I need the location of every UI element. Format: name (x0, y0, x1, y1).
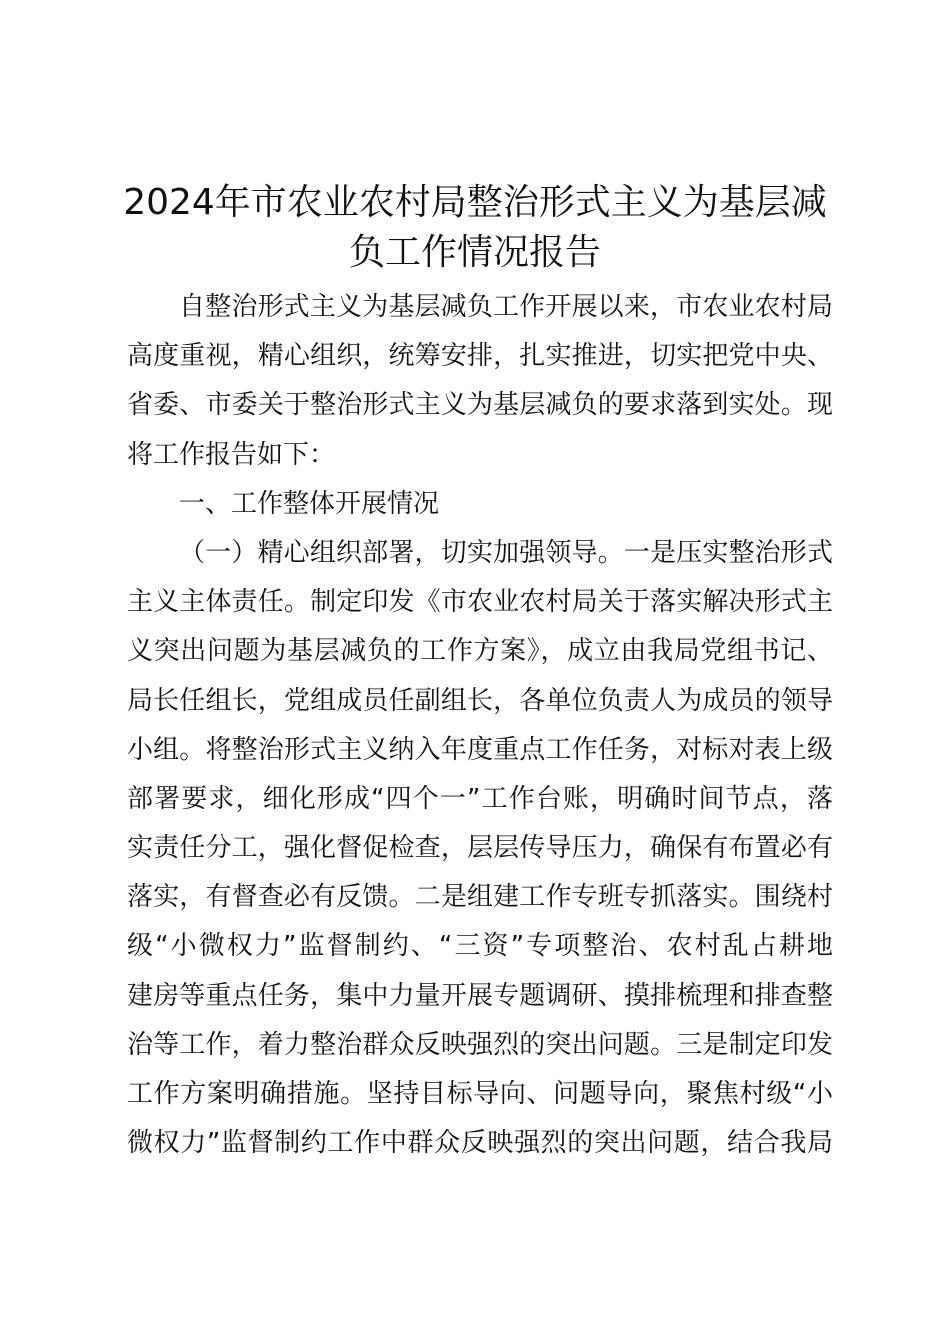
document-title-line: 负工作情况报告 (348, 232, 601, 273)
document-title (110, 178, 840, 278)
section-heading: 一、工作整体开展情况 (179, 488, 440, 519)
paragraph-line: 义突出问题为基层减负的工作方案》，成立由我局党组书记、 (127, 636, 833, 667)
document-title-line: 2024年市农业农村局整治形式主义为基层减 (123, 182, 827, 223)
paragraph-line: 工作方案明确措施。坚持目标导向、问题导向，聚焦村级“小 (127, 1079, 833, 1109)
paragraph-line: 微权力”监督制约工作中群众反映强烈的突出问题，结合我局 (127, 1128, 833, 1159)
paragraph-line: 落实，有督查必有反馈。二是组建工作专班专抓落实。围绕村 (127, 882, 833, 913)
paragraph-line: 高度重视，精心组织，统筹安排，扎实推进，切实把党中央、 (127, 341, 833, 372)
paragraph-line: 级“小微权力”监督制约、“三资”专项整治、农村乱占耕地 (127, 931, 833, 962)
paragraph-line: 将工作报告如下： (127, 439, 336, 470)
paragraph-line: 局长任组长，党组成员任副组长，各单位负责人为成员的领导 (127, 685, 833, 716)
paragraph-line: 自整治形式主义为基层减负工作开展以来，市农业农村局 (179, 292, 833, 322)
paragraph-line: 省委、市委关于整治形式主义为基层减负的要求落到实处。现 (127, 390, 833, 421)
paragraph-line: 治等工作，着力整治群众反映强烈的突出问题。三是制定印发 (127, 1029, 833, 1060)
paragraph-line: （一）精心组织部署，切实加强领导。一是压实整治形式 (179, 537, 833, 568)
paragraph-line: 建房等重点任务，集中力量开展专题调研、摸排梳理和排查整 (127, 980, 833, 1011)
paragraph-line: 实责任分工，强化督促检查，层层传导压力，确保有布置必有 (127, 833, 833, 864)
document-body (127, 283, 833, 1168)
paragraph-line: 小组。将整治形式主义纳入年度重点工作任务，对标对表上级 (127, 734, 833, 765)
paragraph-line: 部署要求，细化形成“四个一”工作台账，明确时间节点，落 (127, 783, 833, 814)
paragraph-line: 主义主体责任。制定印发《市农业农村局关于落实解决形式主 (127, 587, 833, 618)
